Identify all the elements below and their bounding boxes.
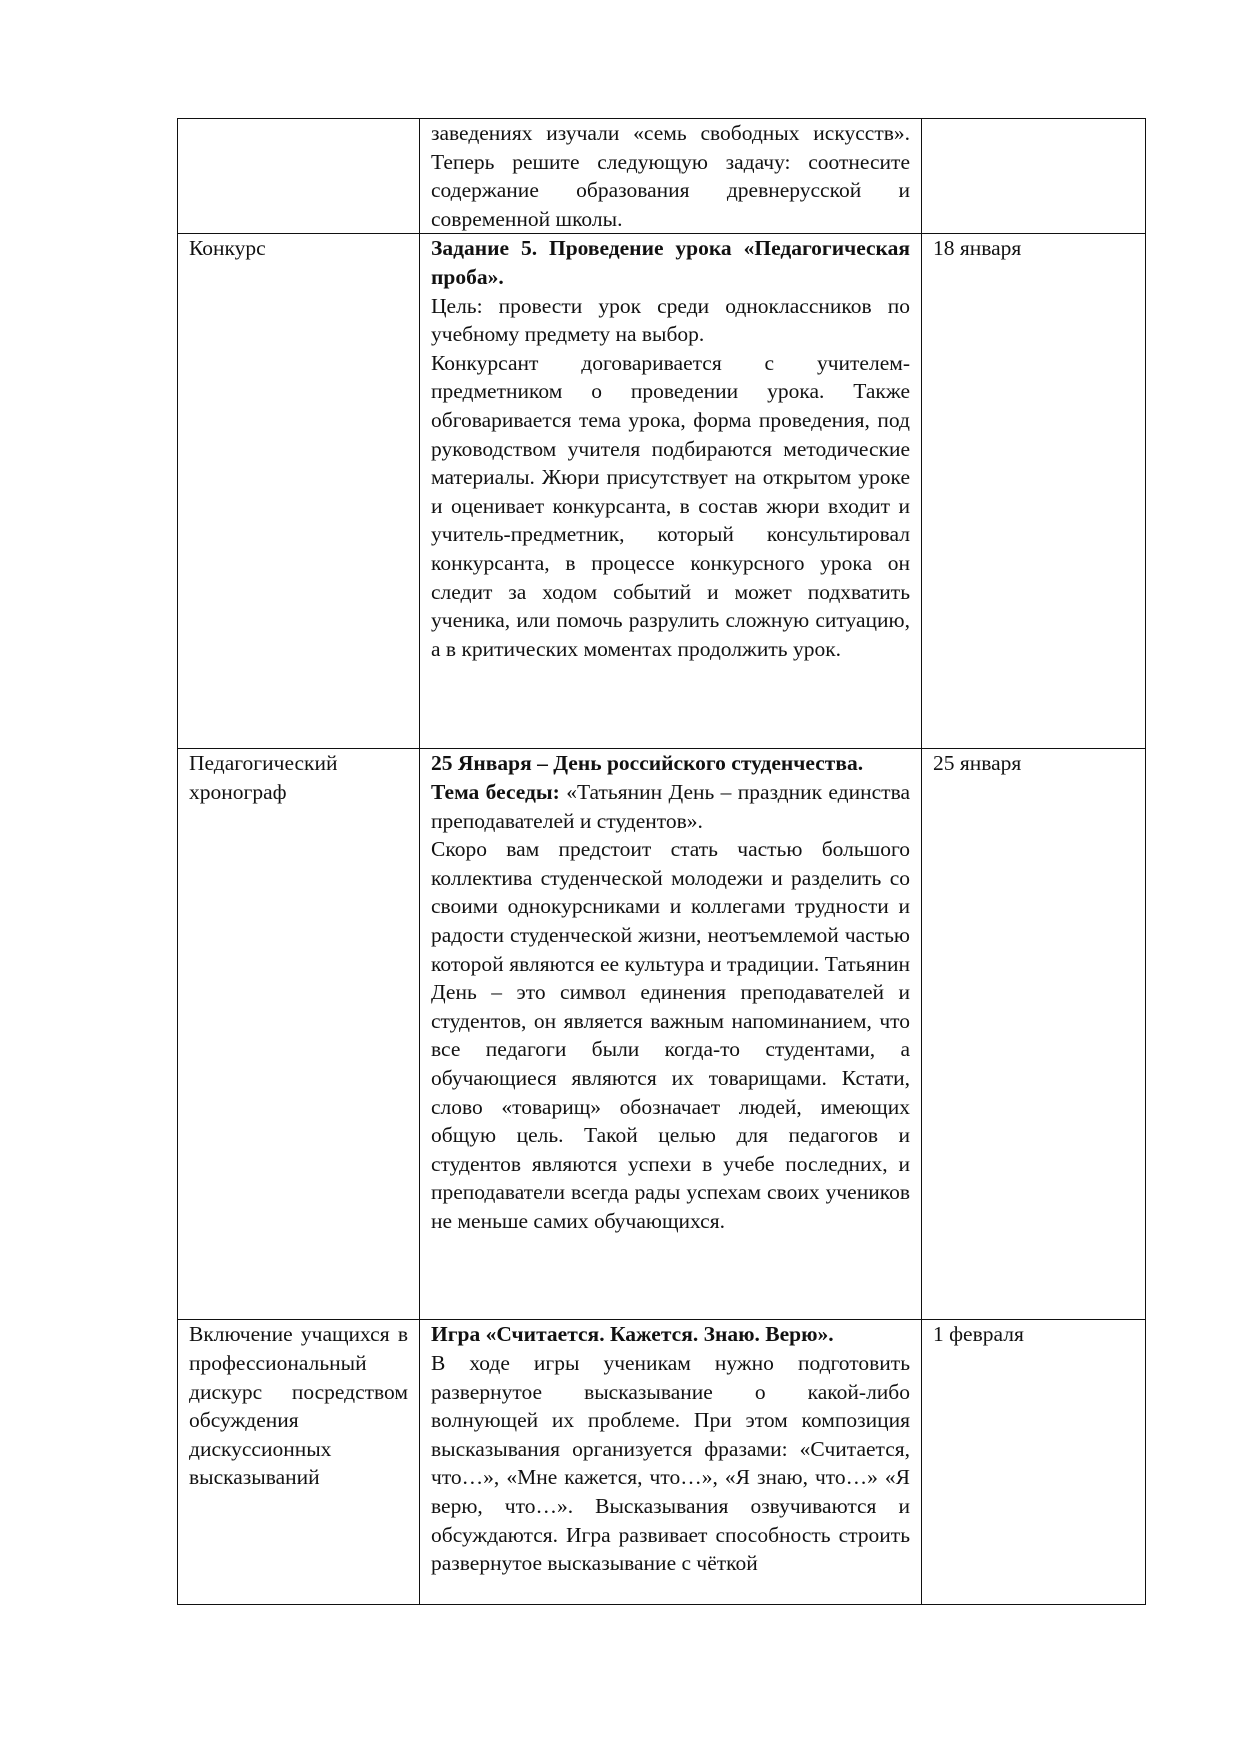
event-date: 25 января <box>933 751 1022 776</box>
date-cell <box>922 119 1146 234</box>
task-goal: Цель: провести урок среди одноклассников по учебному предмету на выбор. <box>431 293 910 347</box>
section-cell <box>178 1320 420 1605</box>
section-cell <box>178 749 420 1320</box>
table-row <box>178 1320 1146 1605</box>
task-title: Задание 5. Проведение урока «Педагогическая проба». <box>431 236 910 289</box>
section-name: Педагогический хронограф <box>189 751 338 804</box>
content-cell <box>420 1320 922 1605</box>
game-description: В ходе игры ученикам нужно подготовить развернутое высказывание о какой-либо волнующей их проблеме. При этом композиция высказывания организуется фразами: «Считается, что…», «Мне кажется, что…», «Я знаю, что…» «Я верю, что…». Высказывания озвучиваются и обсуждаются. Игра развивает способность строить развернутое высказывание с чёткой <box>431 1350 910 1576</box>
content-cell <box>420 749 922 1320</box>
event-date: 18 января <box>933 236 1022 261</box>
section-cell <box>178 234 420 749</box>
content-paragraph: заведениях изучали «семь свободных искусств». Теперь решите следующую задачу: соотнесите содержание образования древнерусской и современной школы. <box>431 121 910 231</box>
game-title: Игра «Считается. Кажется. Знаю. Верю». <box>431 1322 834 1347</box>
content-cell <box>420 234 922 749</box>
event-description: Скоро вам предстоит стать частью большого коллектива студенческой молодежи и разделить со своими однокурсниками и коллегами трудности и радости студенческой жизни, неотъемлемой частью которой являются ее культура и традиции. Татьянин День – это символ единения преподавателей и студентов, он является важным напоминанием, что все педагоги были когда-то студентами, а обучающиеся являются их товарищами. Кстати, слово «товарищ» обозначает людей, имеющих общую цель. Такой целью для педагогов и студентов являются успехи в учебе последних, и преподаватели всегда рады успехам своих учеников не меньше самих обучающихся. <box>431 837 910 1233</box>
task-description: Конкурсант договаривается с учителем-предметником о проведении урока. Также обговаривается тема урока, форма проведения, под руководством учителя подбираются методические материалы. Жюри присутствует на открытом уроке и оценивает конкурсанта, в состав жюри входит и учитель-предметник, который консультировал конкурсанта, в процессе конкурсного урока он следит за ходом событий и может подхватить ученика, или помочь разрулить сложную ситуацию, а в критических моментах продолжить урок. <box>431 350 910 661</box>
schedule-table <box>177 118 1146 1605</box>
topic-text: «Татьянин День – праздник единства преподавателей и студентов». <box>431 779 910 833</box>
date-cell <box>922 1320 1146 1605</box>
date-cell <box>922 749 1146 1320</box>
conversation-topic <box>431 778 910 835</box>
topic-label: Тема беседы: <box>431 779 560 804</box>
date-cell <box>922 234 1146 749</box>
table-row <box>178 234 1146 749</box>
section-name: Конкурс <box>189 236 266 261</box>
section-cell <box>178 119 420 234</box>
event-title: 25 Января – День российского студенчества. <box>431 751 864 776</box>
table-row <box>178 119 1146 234</box>
section-name: Включение учащихся в профессиональный дискурс посредством обсуждения дискуссионных высказываний <box>189 1322 408 1490</box>
event-date: 1 февраля <box>933 1322 1024 1347</box>
content-cell <box>420 119 922 234</box>
table-row <box>178 749 1146 1320</box>
